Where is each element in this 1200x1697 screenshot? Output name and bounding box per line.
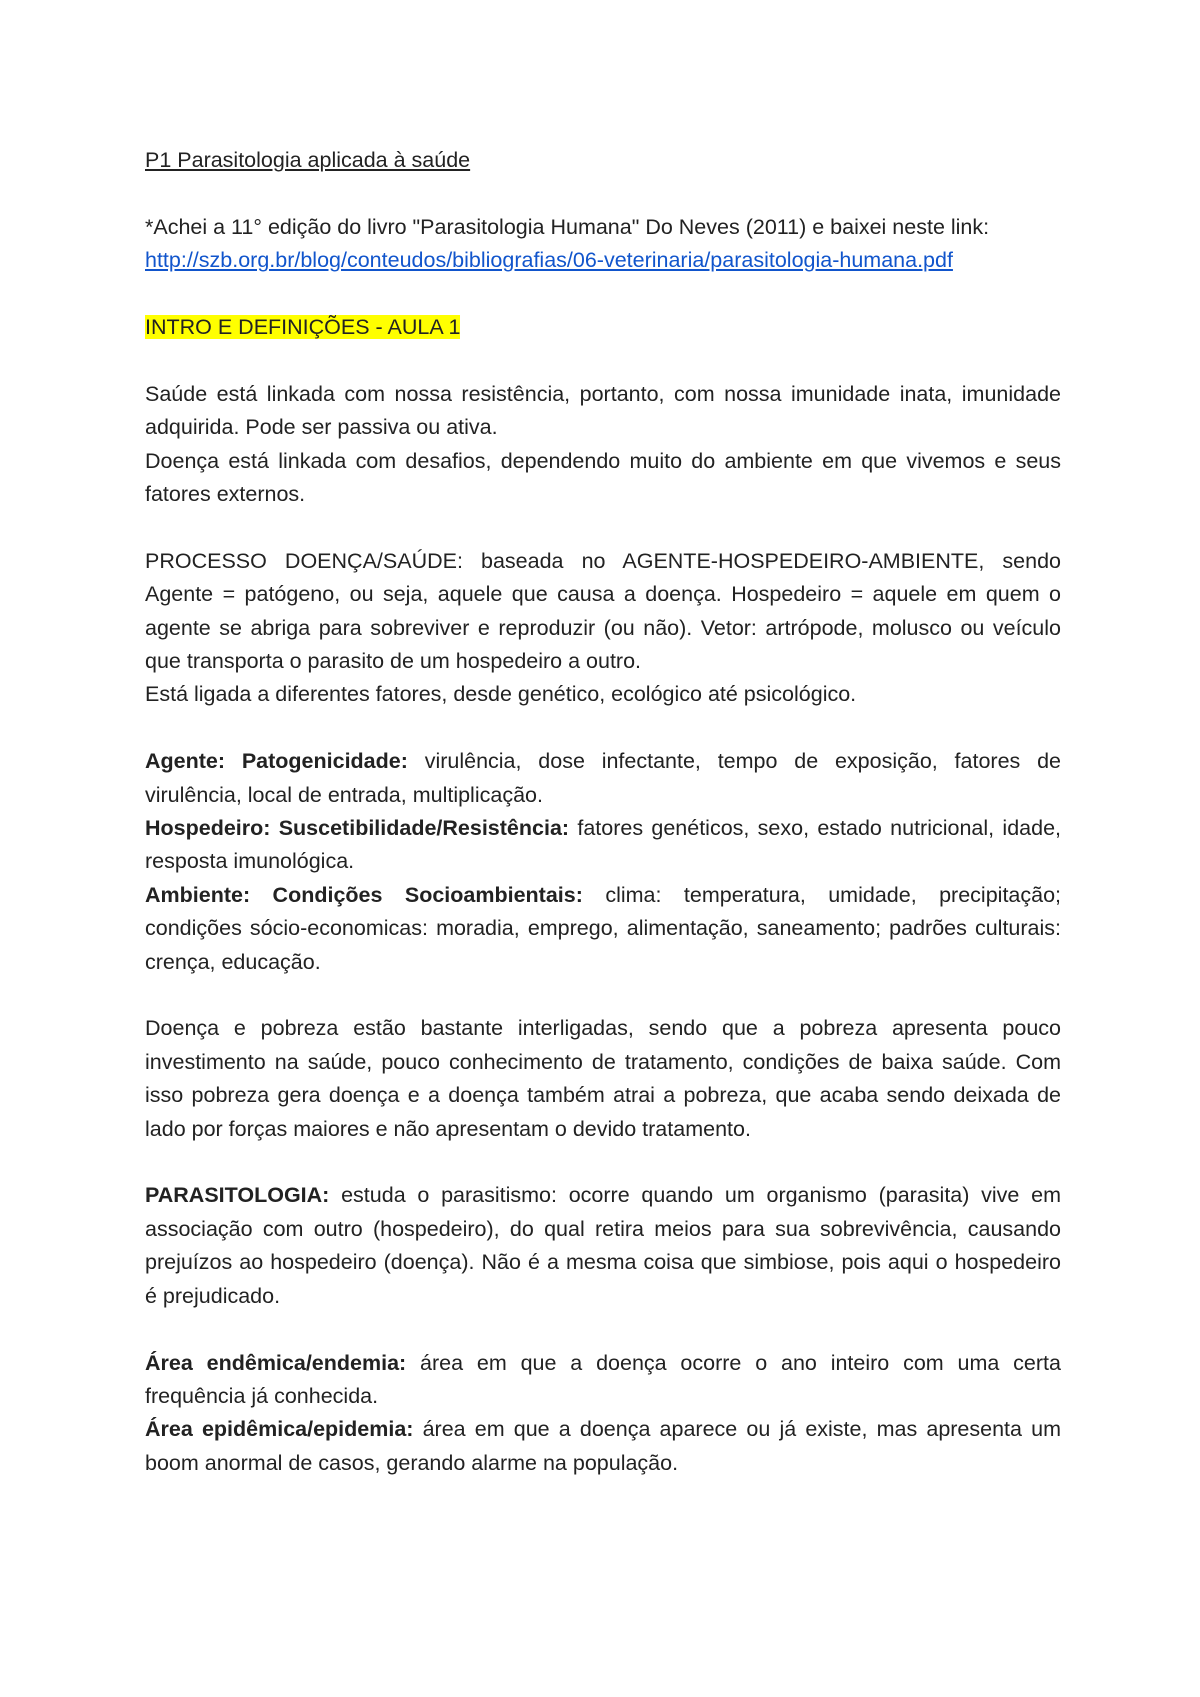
book-note: *Achei a 11° edição do livro "Parasitologia Humana" Do Neves (2011) e baixei neste link: bbox=[145, 214, 990, 239]
paragraph-processo: PROCESSO DOENÇA/SAÚDE: baseada no AGENTE-HOSPEDEIRO-AMBIENTE, sendo Agente = patógeno, ou seja, aquele que causa a doença. Hospedeiro = aquele em quem o agente se abriga para sobreviver e reproduzir (ou não). Vetor: artrópode, molusco ou veículo que transporta o parasito de um hospedeiro a outro. bbox=[145, 548, 1061, 674]
factor-text: virulência, dose infectante, tempo de exposição, fatores de virulência, local de entrada, multiplicação. bbox=[145, 749, 1061, 807]
factor-ambiente bbox=[145, 879, 1061, 979]
area-text: área em que a doença ocorre o ano inteiro com uma certa frequência já conhecida. bbox=[145, 1350, 1061, 1408]
section-heading: INTRO E DEFINIÇÕES - AULA 1 bbox=[145, 315, 461, 339]
factor-label: Hospedeiro: Suscetibilidade/Resistência: bbox=[145, 816, 570, 841]
factor-text: clima: temperatura, umidade, precipitação; condições sócio-economicas: moradia, emprego, alimentação, saneamento; padrões culturais: crença, educação. bbox=[145, 882, 1062, 974]
area-epidemica bbox=[145, 1413, 1061, 1480]
spacer bbox=[145, 344, 1061, 377]
parasitologia-label: PARASITOLOGIA: bbox=[145, 1183, 330, 1208]
spacer bbox=[145, 979, 1061, 1012]
factor-hospedeiro bbox=[145, 812, 1061, 879]
factor-label: Agente: Patogenicidade: bbox=[145, 749, 408, 774]
spacer bbox=[145, 1146, 1061, 1179]
area-label: Área endêmica/endemia: bbox=[145, 1350, 407, 1375]
document-title: P1 Parasitologia aplicada à saúde bbox=[145, 148, 471, 172]
factor-agente bbox=[145, 745, 1061, 812]
spacer bbox=[145, 511, 1061, 544]
paragraph-processo-2: Está ligada a diferentes fatores, desde genético, ecológico até psicológico. bbox=[145, 682, 857, 707]
area-text: área em que a doença aparece ou já existe, mas apresenta um boom anormal de casos, gerando alarme na população. bbox=[145, 1417, 1061, 1475]
paragraph-doenca: Doença está linkada com desafios, dependendo muito do ambiente em que vivemos e seus fatores externos. bbox=[145, 448, 1061, 507]
factor-text: fatores genéticos, sexo, estado nutricional, idade, resposta imunológica. bbox=[145, 816, 1061, 874]
parasitologia-text: estuda o parasitismo: ocorre quando um organismo (parasita) vive em associação com outro (hospedeiro), do qual retira meios para sua sobrevivência, causando prejuízos ao hospedeiro (doença). Não é a mesma coisa que simbiose, pois aqui o hospedeiro é prejudicado. bbox=[145, 1183, 1061, 1308]
factor-label: Ambiente: Condições Socioambientais: bbox=[145, 882, 583, 907]
spacer bbox=[145, 712, 1061, 745]
paragraph-saude: Saúde está linkada com nossa resistência, portanto, com nossa imunidade inata, imunidade adquirida. Pode ser passiva ou ativa. bbox=[145, 381, 1061, 440]
spacer bbox=[145, 177, 1061, 210]
area-endemica bbox=[145, 1347, 1061, 1414]
spacer bbox=[145, 1313, 1061, 1346]
spacer bbox=[145, 278, 1061, 311]
book-pdf-link[interactable]: http://szb.org.br/blog/conteudos/bibliografias/06-veterinaria/parasitologia-humana.pdf bbox=[145, 248, 953, 273]
paragraph-pobreza: Doença e pobreza estão bastante interligadas, sendo que a pobreza apresenta pouco investimento na saúde, pouco conhecimento de tratamento, condições de baixa saúde. Com isso pobreza gera doença e a doença também atrai a pobreza, que acaba sendo deixada de lado por forças maiores e não apresentam o devido tratamento. bbox=[145, 1016, 1061, 1141]
area-label: Área epidêmica/epidemia: bbox=[145, 1417, 414, 1442]
section-heading-line bbox=[145, 311, 1061, 344]
book-link-line bbox=[145, 244, 1061, 277]
document-page bbox=[145, 144, 1061, 1480]
paragraph-parasitologia bbox=[145, 1179, 1061, 1313]
